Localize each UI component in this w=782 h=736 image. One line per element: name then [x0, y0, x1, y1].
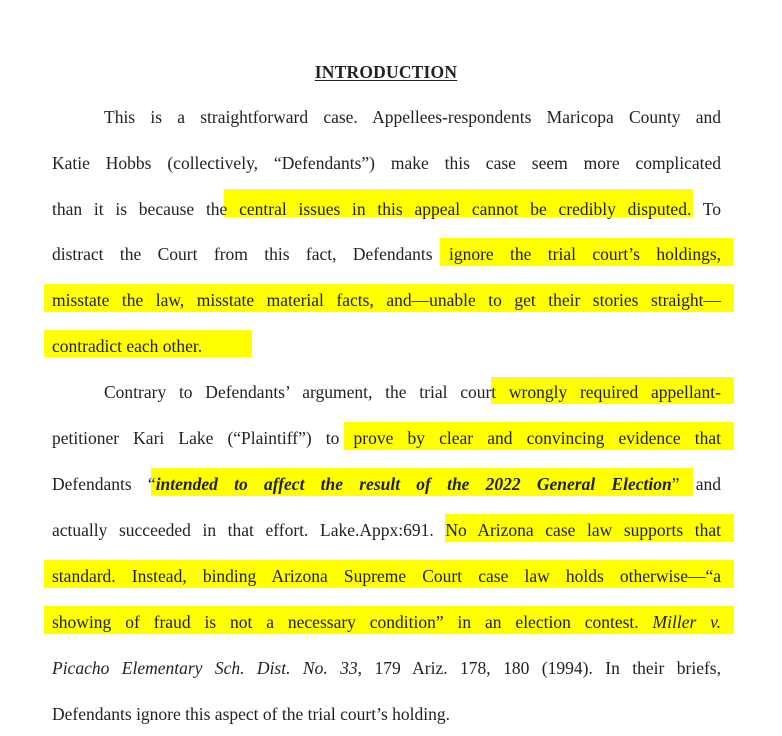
p2-line-7-text-b: , 179 Ariz. 178, 180 (1994). In their briefs,	[357, 658, 721, 678]
p2-line-5-highlighted: standard. Instead, binding Arizona Supreme Court case law holds otherwise—“a	[52, 566, 721, 586]
p2-line-6-highlighted: showing of fraud is not a necessary condition” in an election contest.	[52, 612, 653, 632]
p1-line-3-highlighted: central issues in this appeal cannot be credibly disputed.	[239, 199, 692, 219]
p2-line-5	[52, 565, 721, 587]
p1-line-4	[52, 243, 721, 265]
p1-line-5	[52, 289, 721, 311]
p1-line-1-text: This is a straightforward case. Appellees-respondents Maricopa County and	[104, 107, 721, 127]
p1-line-3-text-a: than it is because the	[52, 199, 240, 219]
p2-line-3-text-a: Defendants	[52, 474, 148, 494]
section-heading: INTRODUCTION	[314, 62, 458, 82]
p2-line-8-text: Defendants ignore this aspect of the trial court’s holding.	[52, 704, 451, 724]
p1-line-4-text-a: distract the Court from this fact, Defendants	[52, 244, 449, 264]
p2-line-3-close-quote: ”	[671, 474, 680, 494]
p2-line-3-text-e: and	[679, 474, 721, 494]
p2-line-7	[52, 657, 721, 679]
p2-line-4-highlighted: No Arizona case law supports that	[445, 520, 721, 540]
p2-line-4	[52, 519, 721, 541]
p2-line-4-text-a: actually succeeded in that effort. Lake.Appx:691.	[52, 520, 446, 540]
p1-line-2	[52, 152, 721, 174]
p2-line-7-case-name: Picacho Elementary Sch. Dist. No. 33	[52, 658, 358, 678]
p2-line-3-open-quote: “	[147, 474, 156, 494]
p2-line-2	[52, 427, 721, 449]
p2-line-1-text-a: Contrary to Defendants’ argument, the trial court	[104, 382, 509, 402]
p1-line-3-text-c: To	[691, 199, 721, 219]
p1-line-2-text: Katie Hobbs (collectively, “Defendants”) make this case seem more complicated	[52, 153, 721, 173]
p2-line-1	[104, 381, 721, 403]
p2-line-2-text-a: petitioner Kari Lake (“Plaintiff”) to	[52, 428, 354, 448]
p1-line-6-highlighted: contradict each other.	[52, 336, 203, 356]
p2-line-1-highlighted: wrongly required appellant-	[508, 382, 721, 402]
p1-line-3	[52, 198, 721, 220]
p1-line-1	[104, 106, 721, 128]
p2-line-3	[52, 473, 721, 495]
p2-line-2-highlighted: prove by clear and convincing evidence that	[353, 428, 721, 448]
p2-line-8	[52, 703, 721, 725]
p1-line-6	[52, 335, 721, 357]
p1-line-5-highlighted: misstate the law, misstate material facts, and—unable to get their stories straight—	[52, 290, 721, 310]
p2-line-3-quote-emphasis: intended to affect the result of the 2022 General Election	[155, 474, 672, 494]
p2-line-6-case-citation: Miller v.	[652, 612, 721, 632]
p1-line-4-highlighted: ignore the trial court’s holdings,	[448, 244, 721, 264]
p2-line-6	[52, 611, 721, 633]
